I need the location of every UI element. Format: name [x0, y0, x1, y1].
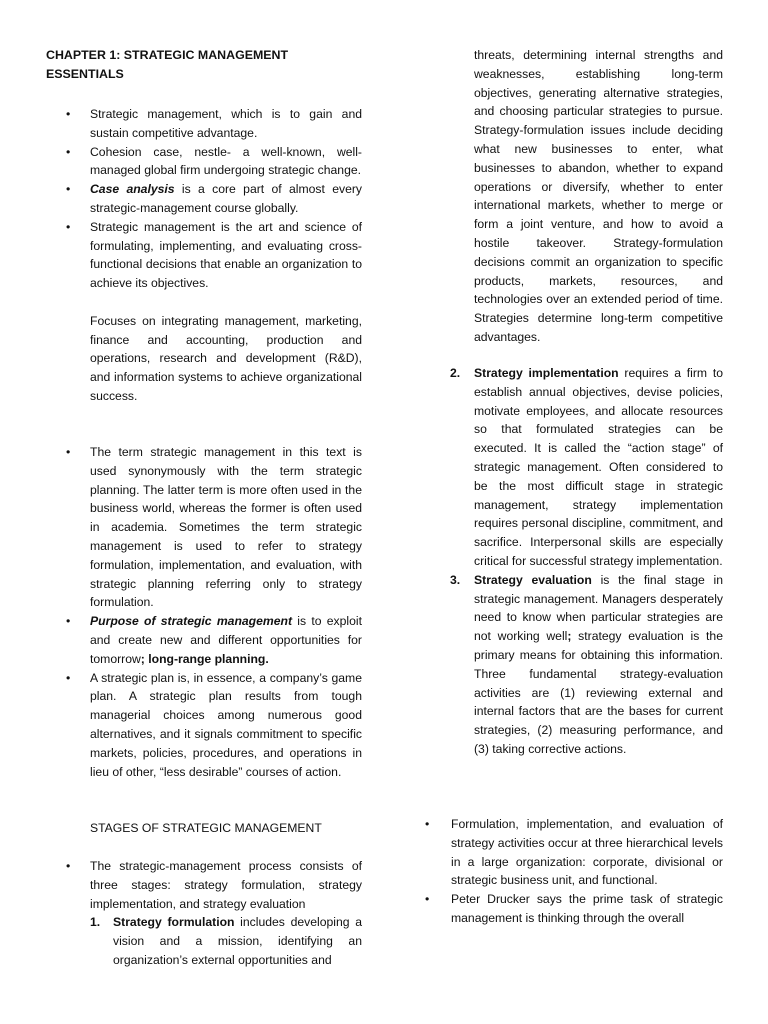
bullet-bold-text: ; long-range planning. — [140, 651, 269, 666]
stage-term: Strategy evaluation — [474, 572, 592, 587]
bullet-item — [46, 612, 362, 668]
stage-item — [427, 571, 723, 759]
bullet-text: Strategic management is the art and science of formulating, implementing, and evaluating cross-functional decisions that enable an organization to achieve its objectives. — [90, 219, 362, 291]
bullet-item — [405, 890, 723, 928]
bullet-text: is to exploit and create new and different opportunities for tomorrow — [90, 614, 363, 666]
intro-bullet-list — [46, 105, 362, 406]
stage-text: is the final stage in strategic management. Managers desperately need to know when particular strategies are not working well — [474, 572, 723, 644]
stages-list — [46, 913, 362, 969]
bullet-text: Cohesion case, nestle- a well-known, well-managed global firm undergoing strategic change. — [90, 144, 362, 178]
bullet-item — [46, 218, 362, 406]
stage-text: strategy evaluation is the primary means for obtaining this information. Three fundamental strategy-evaluation activities are (1) reviewing external and internal factors that are the bases for current strategies, (2) measuring performance, and (3) taking corrective actions. — [474, 629, 723, 756]
stage-text: includes developing a vision and a mission, identifying an organization’s external opportunities and — [113, 915, 362, 967]
bullet-item — [46, 443, 362, 612]
bullet-paragraph: Focuses on integrating management, marketing, finance and accounting, production and operations, research and development (R&D), and information systems to achieve organizational success. — [90, 313, 362, 403]
bullet-item — [46, 669, 362, 782]
stage-text-continued: threats, determining internal strengths and weaknesses, establishing long-term objectives, generating alternative strategies, and choosing particular strategies to pursue. Strategy-formulation issues include deciding what new businesses to enter, what businesses to abandon, whether to expand operations or diversify, whether to enter international markets, whether to merge or form a joint venture, and how to avoid a hostile takeover. Strategy-formulation decisions commit an organization to specific products, markets, resources, and technologies over an extended period of time. Strategies determine long-term competitive advantages. — [474, 48, 723, 344]
stage-number: 1. — [90, 915, 101, 930]
stage-text: requires a firm to establish annual objectives, devise policies, motivate employees, and allocate resources so that formulated strategies can be executed. It is called the “action stage” of strategic management. Often considered to be the most difficult stage in strategic management, strategy implementation requires personal discipline, commitment, and sacrifice. Interpersonal skills are especially critical for successful strategy implementation. — [474, 366, 723, 568]
bullet-text: Formulation, implementation, and evaluation of strategy activities occur at three hierarchical levels in a large organization: corporate, divisional or strategic business unit, and functional. — [451, 817, 723, 888]
case-analysis-term: Case analysis — [90, 182, 175, 197]
stage-text-bold: ; — [567, 629, 572, 644]
right-bullet-list — [405, 815, 723, 928]
stage-term: Strategy implementation — [474, 366, 619, 380]
bullet-text: A strategic plan is, in essence, a company’s game plan. A strategic plan results from tough managerial choices among numerous good alternatives, and it signals commitment to specific markets, policies, procedures, and operations in lieu of other, “less desirable” courses of action. — [90, 670, 362, 779]
bullet-item — [46, 857, 362, 970]
definition-bullet-list — [46, 443, 362, 781]
bullet-text: is a core part of almost every strategic-management course globally. — [90, 182, 362, 215]
bullet-item — [46, 180, 362, 218]
bullet-text: Peter Drucker says the prime task of strategic management is thinking through the overall — [451, 892, 723, 925]
bullet-text: The term strategic management in this text is used synonymously with the term strategic planning. The latter term is more often used in the business world, whereas the former is often used in academia. Sometimes the term strategic management is used to refer to strategy formulation, implementation, and evaluation, with strategic planning referring only to strategy formulation. — [90, 445, 362, 610]
stage-item — [46, 913, 362, 969]
stages-list-continued — [427, 364, 723, 759]
bullet-text: Strategic management, which is to gain and sustain competitive advantage. — [90, 107, 362, 140]
stage-number: 2. — [450, 366, 461, 380]
bullet-item — [46, 143, 362, 181]
stage-term: Strategy formulation — [113, 915, 235, 930]
bullet-item — [46, 105, 362, 143]
stage-item — [427, 364, 723, 571]
stage-number: 3. — [450, 572, 461, 587]
chapter-title: CHAPTER 1: STRATEGIC MANAGEMENT ESSENTIALS — [46, 48, 289, 81]
bullet-item — [405, 815, 723, 890]
bullet-text: The strategic-management process consists of three stages: strategy formulation, strategy implementation, and strategy evaluation — [90, 859, 362, 911]
purpose-term: Purpose of strategic management — [90, 614, 293, 629]
stages-bullet-list — [46, 857, 362, 970]
stages-heading: STAGES OF STRATEGIC MANAGEMENT — [90, 821, 322, 835]
